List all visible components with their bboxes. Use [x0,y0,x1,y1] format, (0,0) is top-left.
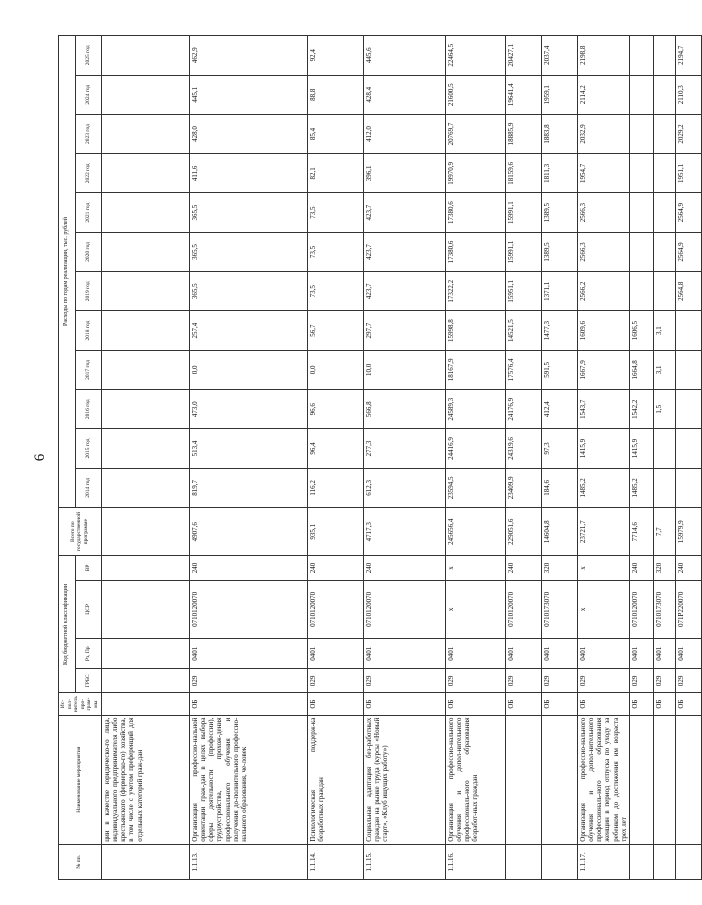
row-csr: 0710120070 [307,580,363,638]
row-year-value: 15951,1 [505,272,541,311]
row-year-value [654,272,676,311]
col-year: 2020 год [76,232,102,271]
row-year-value: 92,4 [307,36,363,76]
row-total: 4907,6 [189,508,307,556]
row-rzpr: 0401 [363,639,445,669]
row-year-value: 513,4 [189,429,307,468]
row-total: 7,7 [654,508,676,556]
row-csr: x [445,580,505,638]
row-number: 1.1.16. [445,844,505,879]
row-year-value: 612,3 [363,468,445,507]
col-rzpr: Рз, Пр [76,639,102,669]
row-grbs [101,669,189,693]
row-year-value: 96,6 [307,390,363,429]
row-total: 15979,9 [676,508,702,556]
row-year-value: 428,0 [189,114,307,153]
row-executor: ОБ [505,693,541,715]
row-year-value: 1389,5 [541,232,577,271]
row-year-value [101,36,189,76]
row-year-value: 411,6 [189,154,307,193]
rotated-page [30,35,686,880]
row-year-value: 423,7 [363,232,445,271]
row-vr: 320 [541,556,577,580]
row-year-value: 17380,6 [445,193,505,232]
row-year-value: 17380,6 [445,232,505,271]
table-row [541,36,577,880]
row-year-value: 1,5 [654,390,676,429]
col-vr: ВР [76,556,102,580]
row-year-value: 21600,5 [445,75,505,114]
row-year-value: 2194,7 [676,36,702,76]
budget-table [58,35,702,880]
row-vr [101,556,189,580]
row-year-value: 18167,9 [445,350,505,389]
row-year-value: 1389,5 [541,193,577,232]
row-year-value: 184,6 [541,468,577,507]
row-name [676,715,702,844]
row-year-value: 73,5 [307,232,363,271]
row-year-value: 1811,3 [541,154,577,193]
row-name [541,715,577,844]
row-year-value [630,36,654,76]
row-year-value [676,311,702,350]
row-total: 7714,6 [630,508,654,556]
row-year-value: 24589,3 [445,390,505,429]
table-row [505,36,541,880]
row-rzpr [101,639,189,669]
row-year-value: 566,8 [363,390,445,429]
col-name: Наименование мероприятия [59,715,102,844]
row-year-value: 2564,9 [676,193,702,232]
row-year-value: 1485,2 [630,468,654,507]
col-total: Всего по государственной программе [59,508,102,556]
row-year-value: 24176,9 [505,390,541,429]
row-total [101,508,189,556]
row-year-value: 96,4 [307,429,363,468]
row-grbs: 029 [505,669,541,693]
col-year: 2021 год [76,193,102,232]
row-year-value: 88,8 [307,75,363,114]
row-year-value: 2110,3 [676,75,702,114]
row-year-value: 18885,9 [505,114,541,153]
row-year-value: 2566,2 [577,272,630,311]
row-number [654,844,676,879]
row-year-value [630,114,654,153]
row-vr: 320 [654,556,676,580]
row-total: 14604,8 [541,508,577,556]
row-year-value: 445,1 [189,75,307,114]
row-year-value [654,114,676,153]
col-year: 2022 год [76,154,102,193]
col-year: 2019 год [76,272,102,311]
row-number: 1.1.13. [189,844,307,879]
row-grbs: 029 [307,669,363,693]
row-csr: 0710120070 [630,580,654,638]
row-year-value: 1951,1 [676,154,702,193]
row-year-value [101,75,189,114]
row-vr: 240 [676,556,702,580]
row-year-value [630,272,654,311]
row-year-value: 396,1 [363,154,445,193]
row-year-value: 15998,8 [445,311,505,350]
row-name: Организация профессио-нального обучения и допол-нительного профессиональ-ного образования безработ-ных граждан [445,715,505,844]
row-executor: ОБ [676,693,702,715]
row-year-value: 2114,2 [577,75,630,114]
row-rzpr: 0401 [654,639,676,669]
row-year-value: 1954,7 [577,154,630,193]
row-year-value: 423,7 [363,272,445,311]
row-name: Организация профессио-нального обучения и допол-нительного профессиональ-ного образования женщин в период отпуска по уходу за ребенком до достижения им возраста трех лет [577,715,630,844]
row-grbs: 029 [654,669,676,693]
col-csr: ЦСР [76,580,102,638]
row-csr: 071P220070 [676,580,702,638]
row-executor: ОБ [445,693,505,715]
row-year-value: 412,0 [363,114,445,153]
row-total: 229051,6 [505,508,541,556]
row-year-value: 56,7 [307,311,363,350]
row-year-value [630,193,654,232]
row-total: 245656,4 [445,508,505,556]
row-year-value: 1543,7 [577,390,630,429]
row-number: 1.1.15. [363,844,445,879]
row-year-value [101,193,189,232]
row-year-value: 1609,6 [577,311,630,350]
row-year-value: 1883,8 [541,114,577,153]
col-grbs: ГРБС [76,669,102,693]
row-year-value: 412,4 [541,390,577,429]
row-year-value: 3,1 [654,350,676,389]
row-year-value: 2566,3 [577,232,630,271]
row-year-value: 819,7 [189,468,307,507]
row-year-value [101,114,189,153]
row-name [630,715,654,844]
row-year-value: 82,1 [307,154,363,193]
col-bk-group: Код бюджетной классификации [59,556,76,693]
row-year-value: 3,1 [654,311,676,350]
row-year-value: 2029,2 [676,114,702,153]
row-grbs: 029 [630,669,654,693]
row-csr: 0710173070 [541,580,577,638]
row-vr: x [445,556,505,580]
row-year-value: 23409,9 [505,468,541,507]
row-total: 935,1 [307,508,363,556]
row-year-value [676,350,702,389]
row-year-value [676,429,702,468]
row-grbs: 029 [676,669,702,693]
row-year-value: 85,4 [307,114,363,153]
row-year-value: 19641,4 [505,75,541,114]
row-year-value: 277,3 [363,429,445,468]
row-year-value [676,390,702,429]
row-vr: x [577,556,630,580]
row-year-value: 15991,1 [505,193,541,232]
row-year-value [101,350,189,389]
col-year: 2025 год [76,36,102,76]
row-year-value: 462,9 [189,36,307,76]
row-year-value: 365,5 [189,272,307,311]
col-year: 2023 год [76,114,102,153]
row-year-value: 10,0 [363,350,445,389]
table-body [101,36,702,880]
row-year-value: 2032,9 [577,114,630,153]
row-year-value: 22464,5 [445,36,505,76]
row-year-value [101,429,189,468]
table-row [189,36,307,880]
row-grbs: 029 [541,669,577,693]
row-year-value [101,311,189,350]
row-csr: 0710120070 [189,580,307,638]
row-year-value: 365,5 [189,232,307,271]
row-year-value: 257,4 [189,311,307,350]
row-year-value [101,232,189,271]
row-year-value: 20427,1 [505,36,541,76]
row-year-value: 0,0 [189,350,307,389]
row-number [505,844,541,879]
row-total: 4717,3 [363,508,445,556]
row-year-value [654,429,676,468]
col-executor: Ис-пол-нитель про-грам-мы [59,693,102,715]
row-vr: 240 [189,556,307,580]
row-executor: ОБ [654,693,676,715]
row-grbs: 029 [363,669,445,693]
table-row [307,36,363,880]
row-year-value: 24416,9 [445,429,505,468]
row-year-value: 1371,1 [541,272,577,311]
row-rzpr: 0401 [189,639,307,669]
table-row [577,36,630,880]
row-csr: 0710173070 [654,580,676,638]
row-name: ции в качестве юридическо-го лица, индивидуального предпринимателя либо крестьянского (фермерско-го) хозяйства, в том числе с учетом преференций для отдельных категорий граж-дан [101,715,189,844]
row-year-value: 297,7 [363,311,445,350]
row-year-value: 73,5 [307,272,363,311]
row-grbs: 029 [445,669,505,693]
row-rzpr: 0401 [577,639,630,669]
row-rzpr: 0401 [445,639,505,669]
col-year: 2016 год [76,390,102,429]
table-row [676,36,702,880]
row-year-value: 17576,4 [505,350,541,389]
row-year-value: 73,5 [307,193,363,232]
row-year-value: 19970,9 [445,154,505,193]
row-year-value: 1542,2 [630,390,654,429]
row-year-value: 15991,1 [505,232,541,271]
row-year-value: 591,5 [541,350,577,389]
row-number [630,844,654,879]
row-year-value: 18159,6 [505,154,541,193]
col-no: № пп. [59,844,102,879]
table-row [363,36,445,880]
row-year-value: 1664,8 [630,350,654,389]
row-year-value: 365,5 [189,193,307,232]
row-executor [101,693,189,715]
row-year-value [630,232,654,271]
row-rzpr: 0401 [505,639,541,669]
row-vr: 240 [505,556,541,580]
row-year-value [630,154,654,193]
row-year-value [654,36,676,76]
col-year: 2014 год [76,468,102,507]
row-grbs: 029 [189,669,307,693]
row-year-value: 116,2 [307,468,363,507]
row-year-value: 423,7 [363,193,445,232]
table-row [630,36,654,880]
row-year-value [101,468,189,507]
row-name [505,715,541,844]
row-year-value: 14521,5 [505,311,541,350]
col-year: 2024 год [76,75,102,114]
row-number [676,844,702,879]
table-row [445,36,505,880]
row-year-value: 17322,2 [445,272,505,311]
row-csr [101,580,189,638]
row-year-value: 428,4 [363,75,445,114]
row-year-value [654,232,676,271]
table-row [654,36,676,880]
row-csr: 0710120070 [505,580,541,638]
row-year-value: 23594,5 [445,468,505,507]
row-executor: ОБ [630,693,654,715]
row-vr: 240 [630,556,654,580]
row-year-value [654,154,676,193]
row-vr: 240 [363,556,445,580]
row-year-value [101,154,189,193]
row-number [101,844,189,879]
row-year-value: 2564,9 [676,232,702,271]
row-year-value: 2198,8 [577,36,630,76]
col-spend-group: Расходы по годам реализации, тыс. рублей [59,36,76,508]
table-row [101,36,189,880]
row-csr: 0710120070 [363,580,445,638]
row-vr: 240 [307,556,363,580]
row-number: 1.1.14. [307,844,363,879]
row-year-value [654,468,676,507]
col-year: 2018 год [76,311,102,350]
row-year-value [654,75,676,114]
row-rzpr: 0401 [541,639,577,669]
row-year-value: 473,0 [189,390,307,429]
row-number: 1.1.17. [577,844,630,879]
row-year-value: 1959,1 [541,75,577,114]
row-name: Организация профессио-нальной ориентации граж-дан в целях выбора сферы деятельности (профессии), трудоустройства, прохож-дения профессионального обучения и получения до-полнительного профессио-нального образования, че-ловек [189,715,307,844]
row-rzpr: 0401 [630,639,654,669]
row-year-value: 0,0 [307,350,363,389]
row-year-value: 24319,6 [505,429,541,468]
col-year: 2015 год [76,429,102,468]
row-year-value: 97,3 [541,429,577,468]
row-executor: ОБ [363,693,445,715]
row-year-value: 2037,4 [541,36,577,76]
row-grbs: 029 [577,669,630,693]
row-number [541,844,577,879]
row-year-value: 1606,5 [630,311,654,350]
row-executor: ОБ [541,693,577,715]
col-year: 2017 год [76,350,102,389]
row-name: Психологическая поддерж-ка безработных граждан [307,715,363,844]
row-executor: ОБ [189,693,307,715]
row-csr: x [577,580,630,638]
row-name [654,715,676,844]
row-executor: ОБ [577,693,630,715]
row-year-value [101,272,189,311]
page-number: 6 [32,453,48,462]
row-year-value [630,75,654,114]
row-year-value: 1485,2 [577,468,630,507]
row-year-value: 1477,3 [541,311,577,350]
row-year-value [654,193,676,232]
row-rzpr: 0401 [676,639,702,669]
row-year-value: 2566,3 [577,193,630,232]
row-year-value: 445,6 [363,36,445,76]
header-row-1 [59,36,76,880]
row-rzpr: 0401 [307,639,363,669]
row-year-value: 2564,8 [676,272,702,311]
row-year-value: 20769,7 [445,114,505,153]
row-year-value: 1667,9 [577,350,630,389]
row-name: Социальная адаптация без-работных граждан на рынке труда (курсы «Новый старт», «Клуб ищущих работу») [363,715,445,844]
row-year-value: 1415,9 [630,429,654,468]
row-year-value: 1415,9 [577,429,630,468]
row-year-value [676,468,702,507]
row-executor: ОБ [307,693,363,715]
row-total: 23721,7 [577,508,630,556]
row-year-value [101,390,189,429]
